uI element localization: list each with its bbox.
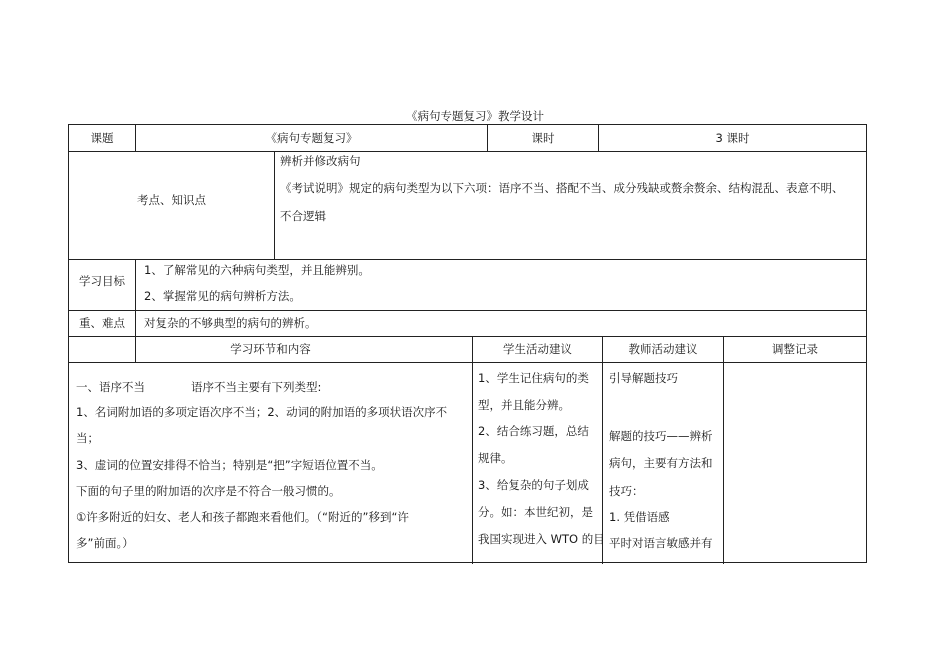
goal-item-1: 1、了解常见的六种病句类型，并且能辨别。	[144, 263, 370, 277]
knowledge-line-2: 《考试说明》规定的病句类型为以下六项：语序不当、搭配不当、成分残缺或赘余赘余、结构混乱、表意不明、	[280, 181, 844, 195]
teacher-line: 病句，主要有方法和	[609, 456, 713, 470]
teacher-line: 技巧：	[609, 484, 644, 498]
doc-title: 《病句专题复习》教学设计	[406, 109, 544, 123]
content-line: 一、语序不当 语序不当主要有下列类型:	[76, 380, 322, 394]
student-line: 型，并且能分辨。	[478, 398, 570, 412]
knowledge-label: 考点、知识点	[137, 193, 206, 207]
teacher-line: 引导解题技巧	[609, 371, 678, 385]
col-divider	[274, 151, 275, 259]
col-divider	[602, 336, 603, 564]
student-line: 2、结合练习题，总结	[478, 424, 589, 438]
knowledge-line-1: 辨析并修改病句	[280, 154, 361, 168]
content-line: 多”前面。）	[76, 536, 134, 550]
row-divider	[69, 259, 866, 260]
content-line: 1、名词附加语的多项定语次序不当；2、动词的附加语的多项状语次序不	[76, 405, 448, 419]
hours-label: 课时	[531, 131, 555, 145]
col-divider	[723, 336, 724, 564]
student-line: 我国实现进入 WTO 的目	[478, 532, 605, 546]
student-line: 1、学生记住病句的类	[478, 371, 589, 385]
content-line: 当；	[76, 431, 99, 445]
knowledge-line-3: 不合逻辑	[280, 209, 326, 223]
topic-label: 课题	[90, 131, 114, 145]
content-line: 下面的句子里的附加语的次序是不符合一般习惯的。	[76, 484, 341, 498]
row-divider	[69, 151, 866, 152]
lesson-table	[68, 124, 867, 563]
student-line: 3、给复杂的句子划成	[478, 478, 589, 492]
content-line: 3、虚词的位置安排得不恰当；特别是“把”字短语位置不当。	[76, 458, 383, 472]
teacher-line: 1. 凭借语感	[609, 510, 670, 524]
col-divider	[472, 336, 473, 564]
col-header-content: 学习环节和内容	[230, 342, 311, 356]
student-line: 规律。	[478, 451, 513, 465]
col-header-record: 调整记录	[772, 342, 818, 356]
content-line: ①许多附近的妇女、老人和孩子都跑来看他们。（“附近的”移到“许	[76, 510, 409, 524]
hours-value: 3 课时	[715, 131, 750, 145]
teacher-line: 平时对语言敏感并有	[609, 536, 713, 550]
teacher-line: 解题的技巧——辨析	[609, 429, 713, 443]
col-header-teacher: 教师活动建议	[628, 342, 698, 356]
col-header-student: 学生活动建议	[503, 342, 572, 356]
row-divider	[69, 362, 866, 363]
goals-label: 学习目标	[79, 274, 125, 288]
goal-item-2: 2、掌握常见的病句辨析方法。	[144, 289, 301, 303]
student-line: 分。如：本世纪初，是	[478, 505, 593, 519]
topic-value: 《病句专题复习》	[265, 131, 358, 145]
key-points-label: 重、难点	[79, 316, 125, 330]
key-points-text: 对复杂的不够典型的病句的辨析。	[144, 316, 317, 330]
